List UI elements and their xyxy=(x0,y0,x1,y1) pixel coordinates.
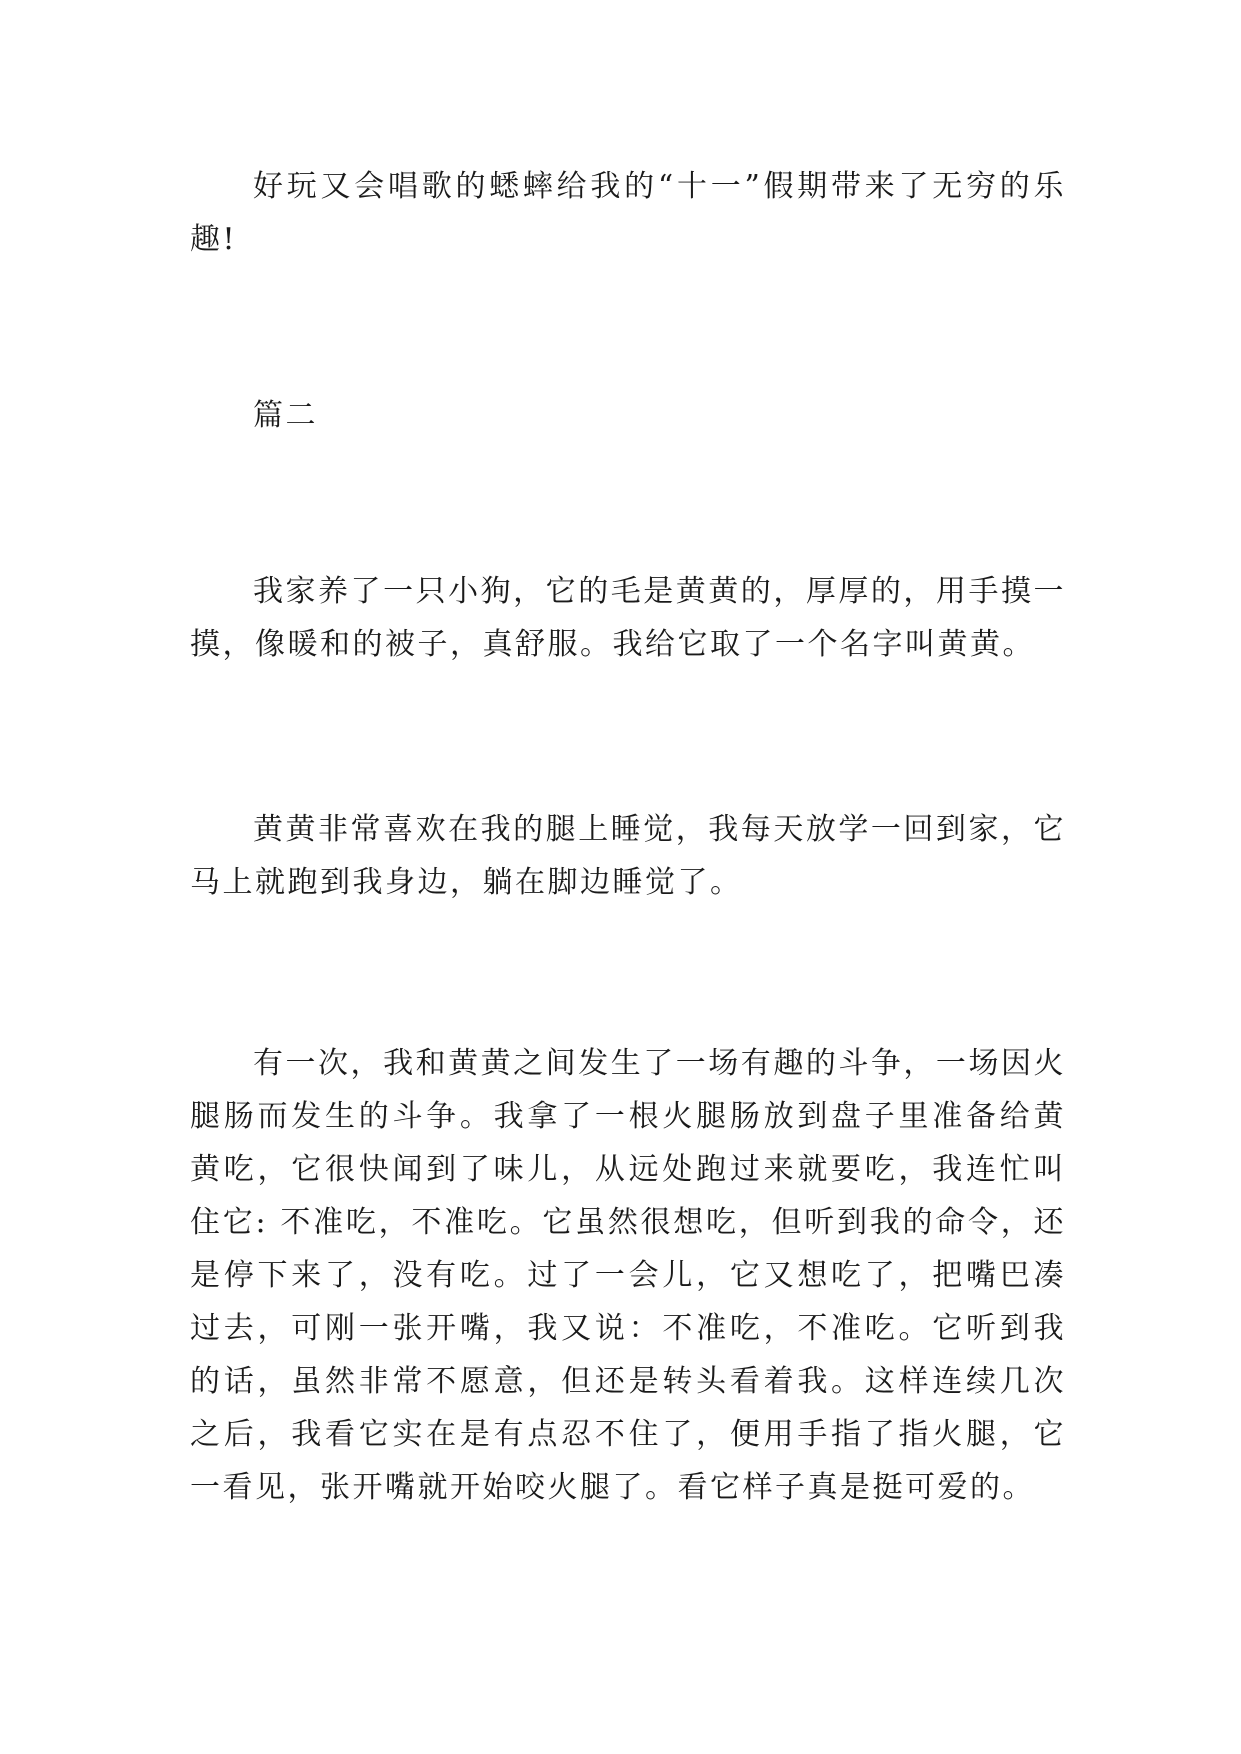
paragraph-sausage-story: 有一次，我和黄黄之间发生了一场有趣的斗争，一场因火腿肠而发生的斗争。我拿了一根火腿肠放到盘子里准备给黄黄吃，它很快闻到了味儿，从远处跑过来就要吃，我连忙叫住它: 不准吃，不准吃。它虽然很想吃，但听到我的命令，还是停下来了，没有吃。过了一会儿，它又想吃了，把嘴巴凑过去，可刚一张开嘴，我又说：不准吃，不准吃。它听到我的话，虽然非常不愿意，但还是转头看着我。这样连续几次之后，我看它实在是有点忍不住了，便用手指了指火腿，它一看见，张开嘴就开始咬火腿了。看它样子真是挺可爱的。 xyxy=(190,1046,1066,1505)
paragraph-cricket-ending: 好玩又会唱歌的蟋蟀给我的“十一”假期带来了无穷的乐趣! xyxy=(190,169,1066,257)
paragraph-dog-sleeping: 黄黄非常喜欢在我的腿上睡觉，我每天放学一回到家，它马上就跑到我身边，躺在脚边睡觉了。 xyxy=(190,812,1066,900)
paragraph-dog-intro: 我家养了一只小狗，它的毛是黄黄的，厚厚的，用手摸一摸，像暖和的被子，真舒服。我给它取了一个名字叫黄黄。 xyxy=(190,574,1066,662)
section-heading: 篇二 xyxy=(253,398,318,433)
